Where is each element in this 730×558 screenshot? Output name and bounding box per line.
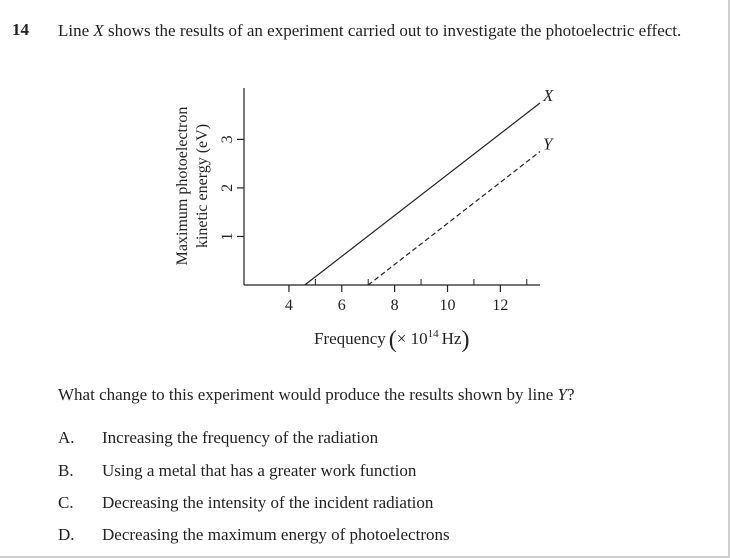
y-axis-label-line1: Maximum photoelectron: [174, 106, 191, 266]
y-tick-label-3: 3: [219, 135, 236, 144]
x-tick-label-8: 8: [390, 297, 399, 314]
y-ticks: [219, 135, 244, 240]
y-tick-label-1: 1: [219, 232, 236, 241]
x-axis-label: [314, 327, 469, 353]
y-axis-label-line2: kinetic energy (eV): [194, 123, 211, 249]
prompt-line-y: Y: [557, 385, 567, 404]
option-d-letter: D.: [58, 525, 75, 544]
prompt-text-post: ?: [566, 385, 575, 404]
option-b-letter: B.: [58, 461, 74, 480]
x-axis-label-text: Frequency: [314, 329, 386, 348]
prompt-text-pre: What change to this experiment would produce the results shown by line: [58, 385, 558, 404]
option-c[interactable]: [58, 493, 433, 513]
x-tick-label-10: 10: [439, 297, 456, 314]
series-lines: [305, 86, 554, 285]
x-tick-label-6: 6: [337, 297, 346, 314]
series-line-y: [368, 152, 540, 285]
stem-text-post: shows the results of an experiment carried out to investigate the photoelectric effect.: [103, 21, 682, 40]
x-axis-open-paren: (: [388, 327, 397, 353]
y-axis-label: [174, 107, 191, 266]
x-axis-unit-prefix: × 10: [396, 329, 428, 348]
series-label-x: X: [543, 86, 554, 105]
option-a[interactable]: [58, 428, 378, 448]
option-d[interactable]: [58, 525, 450, 545]
stem-line-x: X: [93, 21, 104, 40]
option-d-text: Decreasing the maximum energy of photoelectrons: [102, 525, 450, 544]
question-prompt: [58, 385, 575, 405]
x-axis-unit-exponent: 14: [427, 328, 439, 340]
x-axis-unit-suffix: Hz: [441, 329, 462, 348]
question-number: 14: [12, 20, 29, 39]
option-b[interactable]: [58, 461, 416, 481]
option-a-text: Increasing the frequency of the radiation: [102, 428, 379, 447]
x-tick-label-12: 12: [492, 297, 509, 314]
option-c-letter: C.: [58, 493, 74, 512]
question-stem: [58, 20, 713, 42]
option-c-text: Decreasing the intensity of the incident radiation: [102, 493, 434, 512]
stem-text-pre: Line: [58, 21, 94, 40]
y-tick-label-2: 2: [219, 183, 236, 192]
x-axis-close-paren: ): [461, 327, 470, 353]
x-tick-label-4: 4: [284, 297, 293, 314]
y-axis-label-2: [194, 124, 211, 248]
x-ticks: [285, 279, 527, 314]
series-label-y: Y: [543, 134, 553, 154]
option-a-letter: A.: [58, 428, 75, 447]
photoelectric-graph: [160, 86, 580, 356]
option-b-text: Using a metal that has a greater work function: [102, 461, 417, 480]
series-line-x: [305, 103, 540, 285]
